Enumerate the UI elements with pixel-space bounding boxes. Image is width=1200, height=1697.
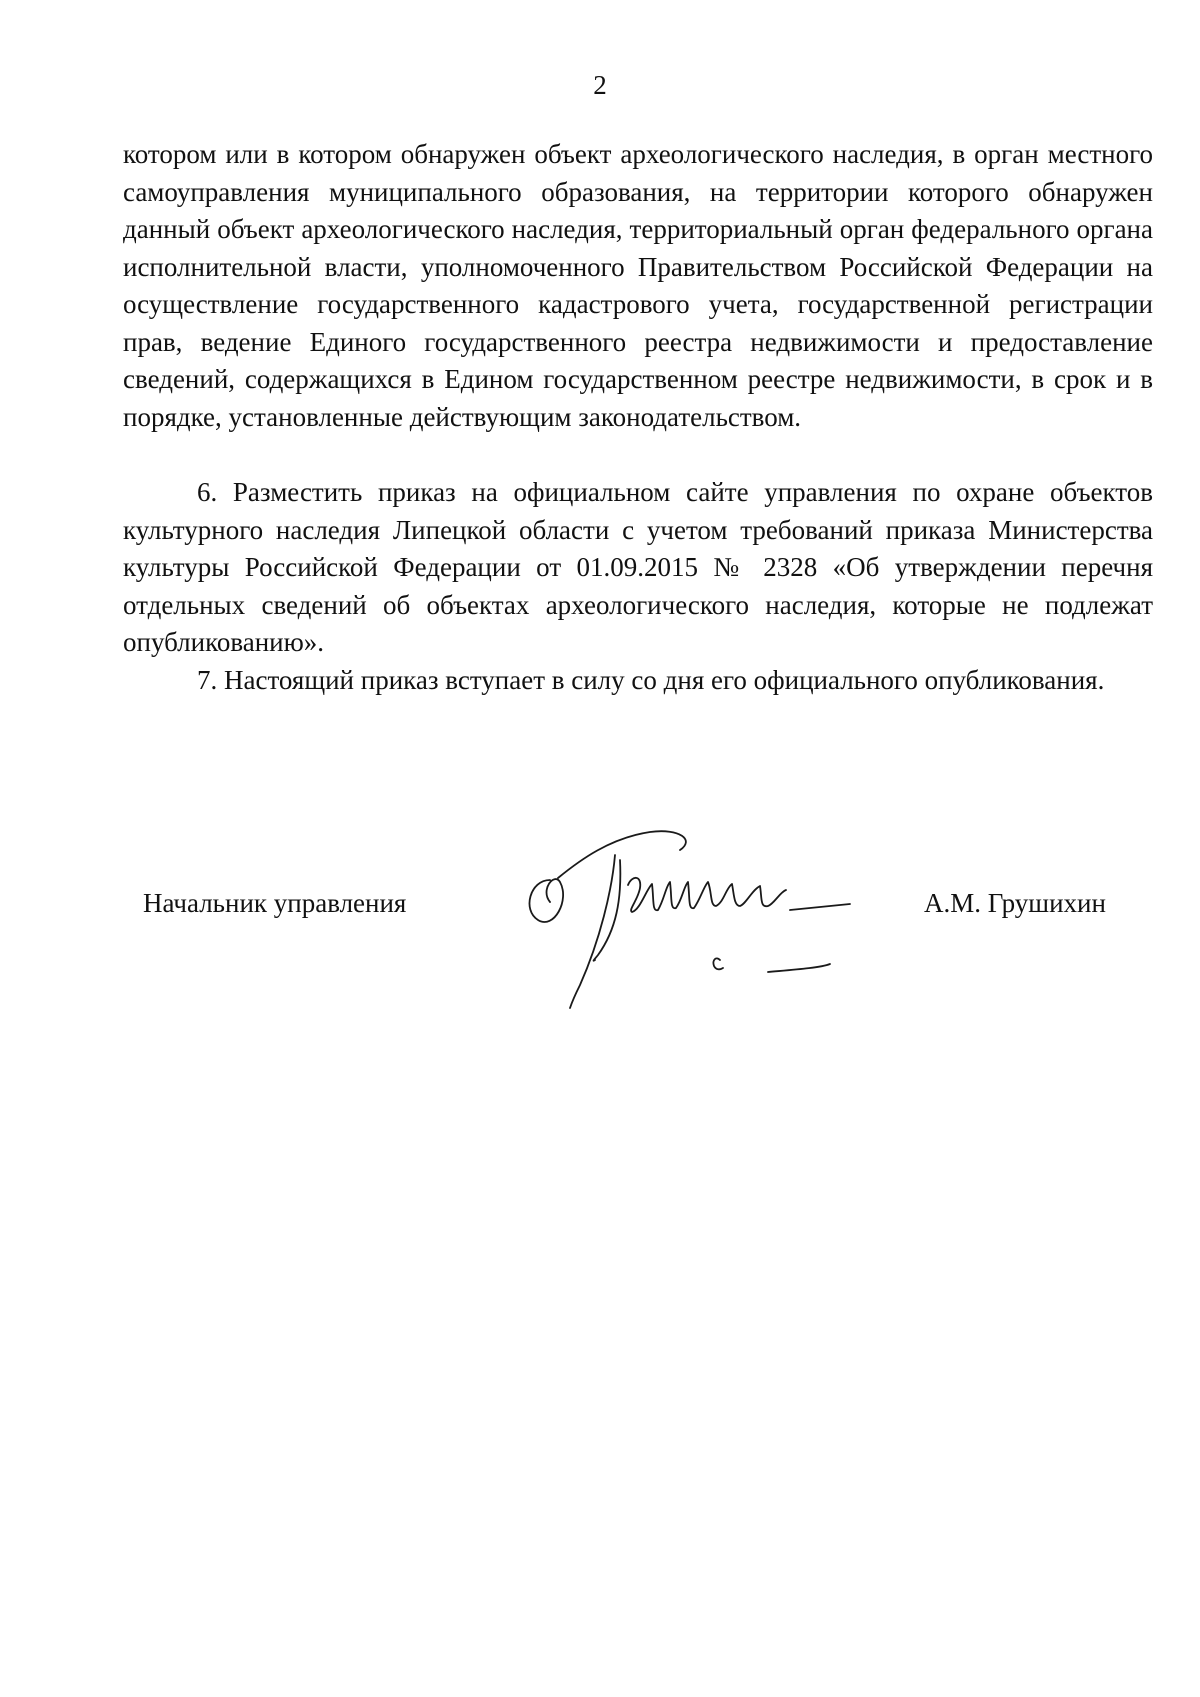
paragraph-item-7-text: 7. Настоящий приказ вступает в силу со дня его официального опубликования. [197, 665, 1105, 695]
page-number: 2 [593, 70, 607, 100]
signer-position: Начальник управления [143, 888, 407, 918]
paragraph-item-6 [123, 474, 1153, 662]
handwritten-signature [520, 820, 920, 1020]
paragraph-item-6-text: 6. Разместить приказ на официальном сайте управления по охране объектов культурного наследия Липецкой области с учетом требований приказа Министерства культуры Российской Федерации от 01.09.2015 № 2328 «Об утверждении перечня отдельных сведений об объектах археологического наследия, которые не подлежат опубликованию». [123, 477, 1153, 657]
paragraph-item-7 [123, 662, 1153, 700]
paragraph-continuation [123, 136, 1153, 436]
paragraph-continuation-text: котором или в котором обнаружен объект археологического наследия, в орган местного самоуправления муниципального образования, на территории которого обнаружен данный объект археологического наследия, территориальный орган федерального органа исполнительной власти, уполномоченного Правительством Российской Федерации на осуществление государственного кадастрового учета, государственной регистрации прав, ведение Единого государственного реестра недвижимости и предоставление сведений, содержащихся в Едином государственном реестре недвижимости, в срок и в порядке, установленные действующим законодательством. [123, 139, 1153, 432]
signer-name: А.М. Грушихин [924, 888, 1106, 918]
